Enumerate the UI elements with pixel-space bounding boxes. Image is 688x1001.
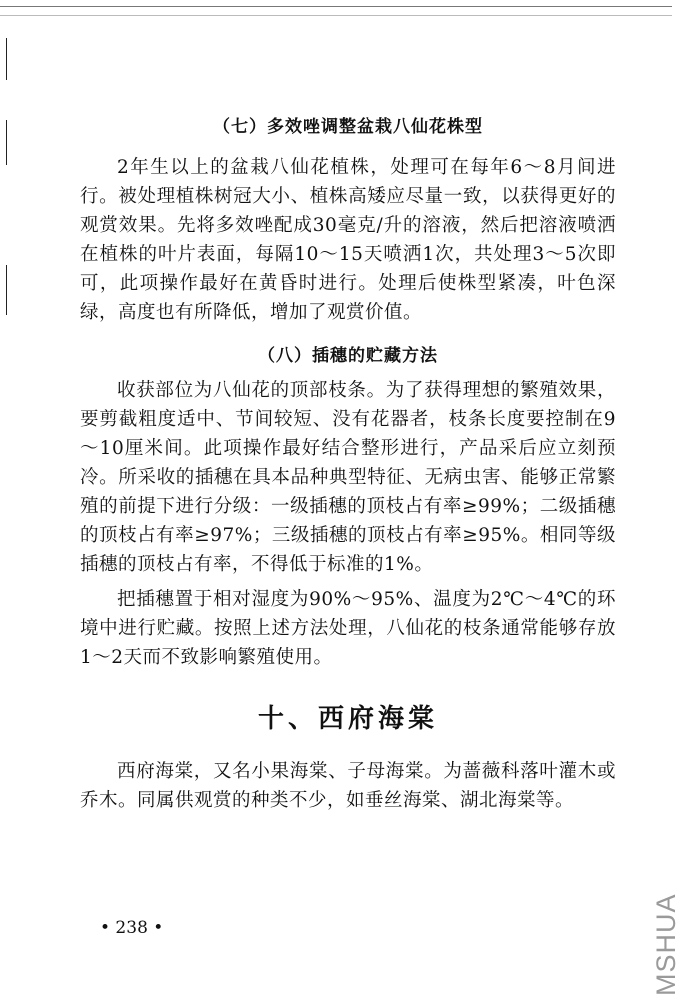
page-body (80, 112, 616, 815)
section-7-paragraph: 2年生以上的盆栽八仙花植株，处理可在每年6～8月间进行。被处理植株树冠大小、植株高矮应尽量一致，以获得更好的观赏效果。先将多效唑配成30毫克/升的溶液，然后把溶液喷洒在植株的叶片表面，每隔10～15天喷洒1次，共处理3～5次即可，此项操作最好在黄昏时进行。处理后使株型紧凑，叶色深绿，高度也有所降低，增加了观赏价值。 (80, 157, 616, 323)
scan-edge-mark (6, 120, 7, 165)
scan-edge-line (0, 6, 672, 7)
chapter-10-paragraph: 西府海棠，又名小果海棠、子母海棠。为蔷薇科落叶灌木或乔木。同属供观赏的种类不少，如垂丝海棠、湖北海棠等。 (80, 761, 616, 811)
chapter-10-heading: 十、西府海棠 (257, 704, 438, 734)
watermark (641, 880, 687, 998)
section-8-heading: （八）插穗的贮藏方法 (258, 346, 438, 366)
scan-edge-mark (6, 265, 7, 315)
scan-edge-mark (6, 38, 7, 80)
scan-edge-line (0, 15, 672, 16)
section-8-paragraph-2: 把插穗置于相对湿度为90%～95%、温度为2℃～4℃的环境中进行贮藏。按照上述方法处理，八仙花的枝条通常能够存放1～2天而不致影响繁殖使用。 (80, 589, 616, 668)
section-8-paragraph-1: 收获部位为八仙花的顶部枝条。为了获得理想的繁殖效果，要剪截粗度适中、节间较短、没有花器者，枝条长度要控制在9～10厘米间。此项操作最好结合整形进行，产品采后应立刻预冷。所采收的插穗在具本品种典型特征、无病虫害、能够正常繁殖的前提下进行分级：一级插穗的顶枝占有率≥99%；二级插穗的顶枝占有率≥97%；三级插穗的顶枝占有率≥95%。相同等级插穗的顶枝占有率，不得低于标准的1%。 (80, 380, 616, 575)
page-number: • 238 • (100, 918, 164, 938)
watermark-text: MSHUA (651, 893, 681, 996)
section-7-heading: （七）多效唑调整盆栽八仙花株型 (213, 117, 483, 137)
